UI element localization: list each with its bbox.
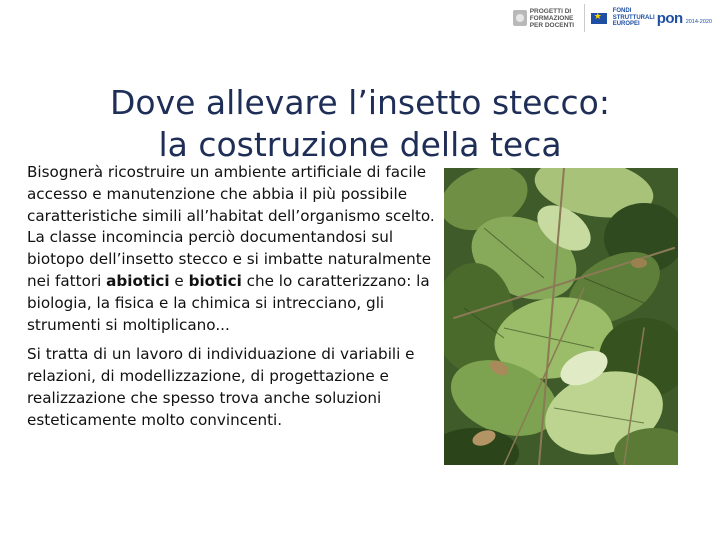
paragraph-2: Si tratta di un lavoro di individuazione di variabili e relazioni, di modellizzazione, di progettazione e realizzazione che spesso trova anche soluzioni esteticamente molto convincenti.: [27, 345, 415, 429]
title-line-2: la costruzione della teca: [158, 125, 562, 165]
eu-flag-icon: [591, 13, 607, 24]
term-abiotici: abiotici: [106, 271, 170, 290]
foliage-illustration: [444, 168, 678, 465]
logo-progetti-text: PROGETTI DI FORMAZIONE PER DOCENTI: [529, 7, 575, 29]
pon-logo-text: pon: [656, 9, 683, 27]
paragraph-1-text-b: e: [169, 271, 189, 290]
title-line-1: Dove allevare l’insetto stecco:: [110, 83, 610, 123]
header-logos: [513, 4, 712, 32]
paragraph-1-text-c: che lo caratterizzano: la biologia, la fisica e la chimica si intrecciano, gli strumenti si moltiplicano...: [27, 271, 430, 334]
slide-body: [27, 162, 447, 432]
term-biotici: biotici: [188, 271, 242, 290]
logo-pon: [657, 10, 712, 27]
foliage-photo: [444, 168, 678, 465]
paragraph-1: [27, 162, 447, 336]
paragraph-1-text-a: Bisognerà ricostruire un ambiente artificiale di facile accesso e manutenzione che abbia il più possibile caratteristiche simili all’habitat dell’organismo scelto. La classe incomincia perciò documentandosi sul biotopo dell’insetto stecco e si imbatte naturalmente nei fattori: [27, 163, 435, 290]
republic-seal-icon: [513, 10, 527, 26]
logo-progetti-formazione: [513, 8, 578, 29]
slide-title: [0, 82, 720, 166]
logo-divider: [584, 4, 585, 32]
logo-fondi-text: FONDI STRUTTURALI EUROPEI: [612, 8, 655, 28]
pon-years: 2014-2020: [685, 18, 712, 25]
